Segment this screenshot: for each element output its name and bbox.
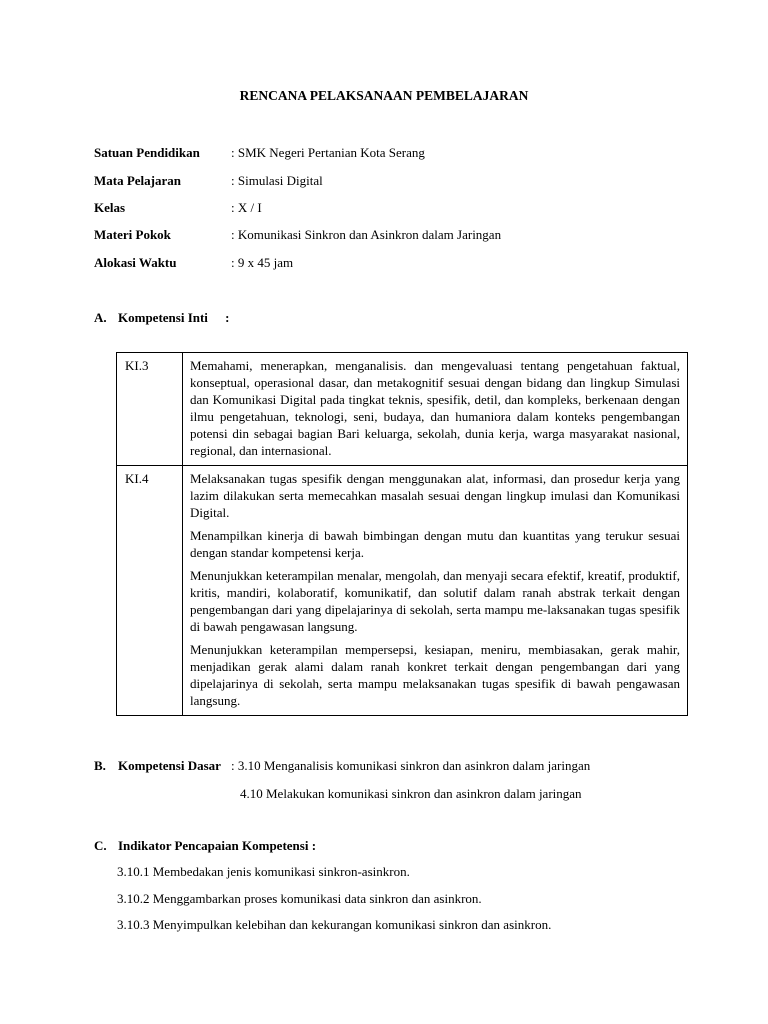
- section-colon: :: [225, 310, 230, 325]
- kompetensi-inti-table: [116, 352, 688, 716]
- indicator-item: 3.10.1 Membedakan jenis komunikasi sinkron-asinkron.: [117, 864, 410, 879]
- section-c-heading: [94, 838, 316, 854]
- ki-paragraph: Memahami, menerapkan, menganalisis. dan mengevaluasi tentang pengetahuan faktual, konseptual, operasional dasar, dan metakognitif sesuai dengan bidang dan lingkup Simulasi dan Komunikasi Digital pada tingkat teknis, spesifik, detil, dan kompleks, berkenaan dengan ilmu pengetahuan, teknologi, seni, budaya, dan humaniora dalam konteks pengembangan potensi din sebagai bagian Bari keluarga, sekolah, dunia kerja, warga masyarakat nasional, regional, dan internasional.: [190, 358, 680, 458]
- table-row: [117, 353, 688, 466]
- ki-description: [183, 353, 688, 466]
- info-label: Alokasi Waktu: [94, 255, 177, 270]
- info-value: : X / I: [231, 200, 262, 215]
- page-title: RENCANA PELAKSANAAN PEMBELAJARAN: [239, 88, 529, 103]
- ki-paragraph: Menunjukkan keterampilan menalar, mengolah, dan menyaji secara efektif, kreatif, produktif, kritis, mandiri, kolaboratif, komunikatif, dan solutif dalam ranah abstrak terkait dengan pengembangan dari yang dipelajarinya di sekolah, serta mampu me-laksanakan tugas spesifik di bawah pengawasan langsung.: [190, 568, 680, 634]
- section-letter: A.: [94, 310, 107, 325]
- section-title: Kompetensi Inti: [118, 310, 208, 325]
- info-value: : SMK Negeri Pertanian Kota Serang: [231, 145, 425, 160]
- info-value: : Komunikasi Sinkron dan Asinkron dalam Jaringan: [231, 227, 502, 242]
- info-label: Materi Pokok: [94, 227, 171, 242]
- ki-paragraph: Menunjukkan keterampilan mempersepsi, kesiapan, meniru, membiasakan, gerak mahir, menjadikan gerak alami dalam ranah konkret terkait dengan pengembangan dari yang dipelajarinya di sekolah, serta mampu melaksanakan tugas spesifik di bawah pengawasan langsung.: [190, 642, 680, 708]
- table-row: [117, 466, 688, 716]
- ki-code: KI.3: [117, 353, 183, 466]
- info-value: : 9 x 45 jam: [231, 255, 294, 270]
- ki-paragraph: Melaksanakan tugas spesifik dengan menggunakan alat, informasi, dan prosedur kerja yang lazim dilakukan serta memecahkan masalah sesuai dengan lingkup imulasi dan Komunikasi Digital.: [190, 471, 680, 520]
- kd-item: : 3.10 Menganalisis komunikasi sinkron dan asinkron dalam jaringan: [231, 758, 591, 773]
- info-label: Mata Pelajaran: [94, 173, 182, 188]
- info-label: Kelas: [94, 200, 126, 215]
- section-title: Indikator Pencapaian Kompetensi :: [118, 838, 317, 853]
- section-letter: B.: [94, 758, 106, 773]
- section-title: Kompetensi Dasar: [118, 758, 221, 773]
- info-label: Satuan Pendidikan: [94, 145, 200, 160]
- indicator-item: 3.10.2 Menggambarkan proses komunikasi data sinkron dan asinkron.: [117, 891, 482, 906]
- section-a-heading: [94, 310, 230, 326]
- info-value: : Simulasi Digital: [231, 173, 323, 188]
- kd-item: 4.10 Melakukan komunikasi sinkron dan asinkron dalam jaringan: [240, 786, 582, 801]
- ki-description: [183, 466, 688, 716]
- section-letter: C.: [94, 838, 107, 853]
- ki-paragraph: Menampilkan kinerja di bawah bimbingan dengan mutu dan kuantitas yang terukur sesuai dengan standar kompetensi kerja.: [190, 528, 680, 560]
- section-b-heading: [94, 758, 221, 774]
- indicator-item: 3.10.3 Menyimpulkan kelebihan dan kekurangan komunikasi sinkron dan asinkron.: [117, 917, 552, 932]
- ki-code: KI.4: [117, 466, 183, 716]
